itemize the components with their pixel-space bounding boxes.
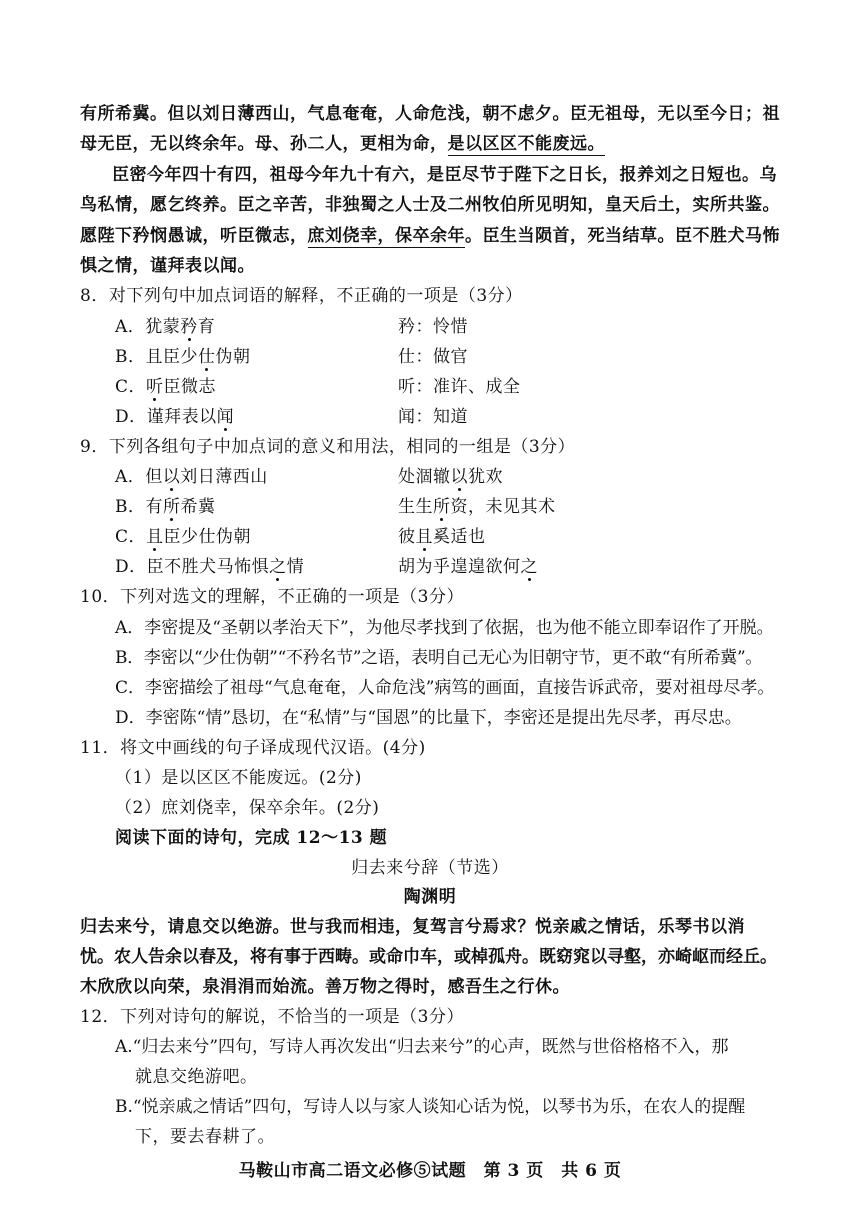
passage-line: 鸟私情，愿乞终养。臣之辛苦，非独蜀之人士及二州牧伯所见明知，皇天后土，实所共鉴。: [80, 195, 780, 215]
question-11-stem: 11．将文中画线的句子译成现代汉语。(4分): [80, 738, 426, 758]
underlined-sentence-2: 庶刘侥幸，保卒余年: [307, 226, 465, 246]
question-12-stem: 12．下列对诗句的解说，不恰当的一项是（3分）: [80, 1007, 464, 1027]
q10-option-b: B．李密以“少仕伪朝”“不矜名节”之语，表明自己无心为旧朝守节，更不敢“有所希冀”。: [115, 648, 763, 668]
q12-option-b-cont: 下，要去春耕了。: [135, 1127, 275, 1147]
poem-intro: 阅读下面的诗句，完成 12～13 题: [115, 828, 388, 848]
q8-option-a: A．犹蒙矜育 矜：怜惜: [115, 317, 468, 337]
passage-line: 臣密今年四十有四，祖母今年九十有六，是臣尽节于陛下之日长，报养刘之日短也。乌: [112, 165, 777, 185]
poem-line: 木欣欣以向荣，泉涓涓而始流。善万物之得时，感吾生之行休。: [80, 977, 570, 997]
q12-option-b: B.“悦亲戚之情话”四句，写诗人以与家人谈知心话为悦，以琴书为乐，在农人的提醒: [115, 1097, 746, 1117]
underlined-sentence-1: 是以区区不能废远。: [447, 134, 605, 154]
q8-option-d: D．谨拜表以闻 闻：知道: [115, 407, 468, 427]
q11-item-2: （2）庶刘侥幸，保卒余年。(2分): [115, 798, 380, 818]
poem-line: 归去来兮，请息交以绝游。世与我而相违，复驾言兮焉求？悦亲戚之情话，乐琴书以消: [80, 917, 745, 937]
q9-option-c: C．且臣少仕伪朝 彼且奚适也: [115, 527, 486, 547]
page-footer: 马鞍山市高二语文必修⑤试题 第 3 页 共 6 页: [238, 1161, 622, 1181]
q9-option-d: D．臣不胜犬马怖惧之情 胡为乎遑遑欲何之: [115, 557, 538, 577]
q9-option-b: B．有所希冀 生生所资，未见其术: [115, 497, 556, 517]
q9-option-a: A．但以刘日薄西山 处涸辙以犹欢: [115, 467, 503, 487]
question-10-stem: 10．下列对选文的理解，不正确的一项是（3分）: [80, 587, 464, 607]
q10-option-d: D．李密陈“情”恳切，在“私情”与“国恩”的比量下，李密还是提出先尽孝，再尽忠。: [115, 708, 742, 728]
passage-line: 有所希冀。但以刘日薄西山，气息奄奄，人命危浅，朝不虑夕。臣无祖母，无以至今日；祖: [80, 104, 780, 124]
q10-option-c: C．李密描绘了祖母“气息奄奄，人命危浅”病笃的画面，直接告诉武帝，要对祖母尽孝。: [115, 678, 775, 698]
q12-option-a: A.“归去来兮”四句，写诗人再次发出“归去来兮”的心声，既然与世俗格格不入，那: [115, 1037, 729, 1057]
poem-line: 忧。农人告余以春及，将有事于西畴。或命巾车，或棹孤舟。既窈窕以寻壑，亦崎岖而经丘。: [80, 947, 777, 967]
q8-option-c: C．听臣微志 听：准许、成全: [115, 377, 521, 397]
q8-option-b: B．且臣少仕伪朝 仕：做官: [115, 347, 468, 367]
passage-line: 惧之情，谨拜表以闻。: [80, 256, 255, 276]
q11-item-1: （1）是以区区不能废远。(2分): [115, 768, 362, 788]
question-8-stem: 8．对下列句中加点词语的解释，不正确的一项是（3分）: [80, 286, 523, 306]
passage-line: 愿陛下矜悯愚诚，听臣微志，庶刘侥幸，保卒余年。臣生当陨首，死当结草。臣不胜犬马怖: [80, 226, 780, 246]
q12-option-a-cont: 就息交绝游吧。: [135, 1067, 258, 1087]
passage-line: 母无臣，无以终余年。母、孙二人，更相为命，是以区区不能废远。: [80, 134, 605, 154]
poem-author: 陶渊明: [403, 887, 457, 907]
q10-option-a: A．李密提及“圣朝以孝治天下”，为他尽孝找到了依据，也为他不能立即奉诏作了开脱。: [115, 618, 774, 638]
poem-title: 归去来兮辞（节选）: [351, 858, 509, 878]
question-9-stem: 9．下列各组句子中加点词的意义和用法，相同的一组是（3分）: [80, 437, 576, 457]
